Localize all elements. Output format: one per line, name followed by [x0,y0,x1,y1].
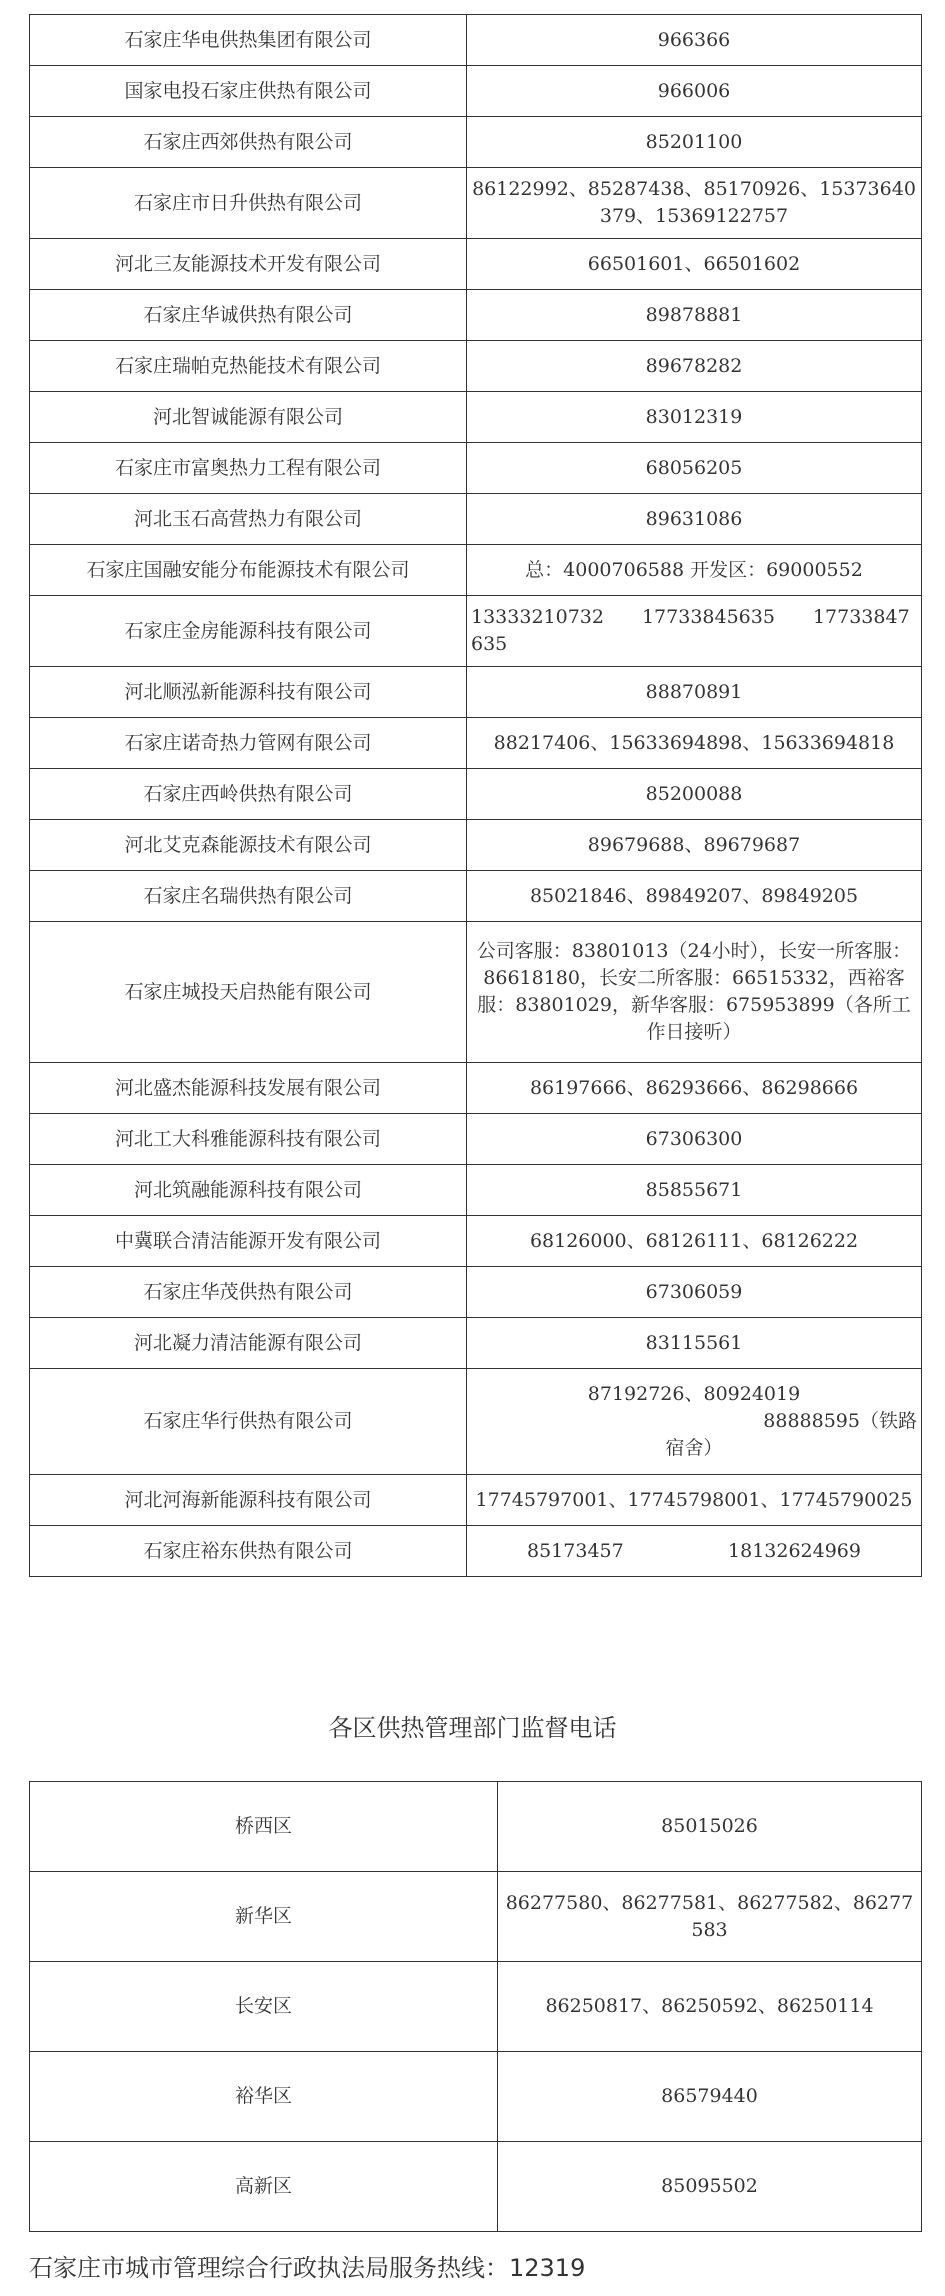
company-phone: 17745797001、17745798001、17745790025 [467,1475,922,1526]
company-name: 石家庄市日升供热有限公司 [30,168,467,239]
table-row [30,494,922,545]
table-row [30,1962,922,2052]
company-phone: 67306059 [467,1267,922,1318]
district-phone: 85095502 [498,2142,922,2232]
table-row [30,820,922,871]
district-phone: 86277580、86277581、86277582、86277583 [498,1872,922,1962]
company-name: 中冀联合清洁能源开发有限公司 [30,1216,467,1267]
company-phone: 85021846、89849207、89849205 [467,871,922,922]
table-row [30,1782,922,1872]
table-row [30,239,922,290]
company-name: 河北凝力清洁能源有限公司 [30,1318,467,1369]
table-row [30,596,922,667]
company-name: 河北盛杰能源科技发展有限公司 [30,1063,467,1114]
table-row [30,1165,922,1216]
company-phone-pair [467,1526,922,1577]
company-name: 石家庄西岭供热有限公司 [30,769,467,820]
company-hotline-table [29,14,922,1577]
phone-line: 87192726、80924019 [587,1383,801,1405]
table-row [30,66,922,117]
company-phone: 83012319 [467,392,922,443]
company-name: 石家庄名瑞供热有限公司 [30,871,467,922]
company-name: 石家庄裕东供热有限公司 [30,1526,467,1577]
district-supervision-table [29,1781,922,2232]
company-phone: 89631086 [467,494,922,545]
table-row [30,769,922,820]
table-row [30,871,922,922]
section-title: 各区供热管理部门监督电话 [328,1714,617,1742]
district-name: 新华区 [30,1872,498,1962]
table-row [30,1475,922,1526]
company-name: 石家庄华诚供热有限公司 [30,290,467,341]
company-phone: 85200088 [467,769,922,820]
table-row [30,2052,922,2142]
company-phone: 66501601、66501602 [467,239,922,290]
company-name: 石家庄城投天启热能有限公司 [30,922,467,1063]
company-name: 石家庄国融安能分布能源技术有限公司 [30,545,467,596]
company-phone: 89679688、89679687 [467,820,922,871]
company-name: 河北艾克森能源技术有限公司 [30,820,467,871]
company-phone: 68056205 [467,443,922,494]
company-phone: 85855671 [467,1165,922,1216]
table-row [30,1216,922,1267]
company-phone: 86197666、86293666、86298666 [467,1063,922,1114]
company-name: 河北三友能源技术开发有限公司 [30,239,467,290]
company-name: 石家庄瑞帕克热能技术有限公司 [30,341,467,392]
phone-line: 宿舍） [665,1437,723,1459]
company-name: 河北玉石高营热力有限公司 [30,494,467,545]
table-row [30,168,922,239]
company-phone: 89878881 [467,290,922,341]
table-row [30,1369,922,1475]
district-phone: 86579440 [498,2052,922,2142]
company-phone: 公司客服：83801013（24小时），长安一所客服：86618180，长安二所客服：66515332，西裕客服：83801029，新华客服：675953899（各所工作日接听） [467,922,922,1063]
table-row [30,1318,922,1369]
district-name: 长安区 [30,1962,498,2052]
table-row [30,545,922,596]
table-row [30,341,922,392]
company-name: 河北河海新能源科技有限公司 [30,1475,467,1526]
table-row [30,667,922,718]
company-phone: 966006 [467,66,922,117]
table-row [30,1267,922,1318]
company-phone: 966366 [467,15,922,66]
district-name: 桥西区 [30,1782,498,1872]
table-row [30,117,922,168]
company-name: 石家庄市富奥热力工程有限公司 [30,443,467,494]
company-phone: 88870891 [467,667,922,718]
phone-line: 88888595（铁路 [763,1410,917,1432]
company-phone: 86122992、85287438、85170926、15373640379、15369122757 [467,168,922,239]
company-name: 石家庄诺奇热力管网有限公司 [30,718,467,769]
company-phone: 85201100 [467,117,922,168]
table-row [30,2142,922,2232]
company-phone: 68126000、68126111、68126222 [467,1216,922,1267]
table-row [30,1526,922,1577]
table-row [30,392,922,443]
table-row [30,15,922,66]
company-phone: 83115561 [467,1318,922,1369]
company-phone: 13333210732 17733845635 17733847635 [467,596,922,667]
company-name: 石家庄华茂供热有限公司 [30,1267,467,1318]
company-phone-multi [467,1369,922,1475]
company-name: 石家庄西郊供热有限公司 [30,117,467,168]
company-name: 河北筑融能源科技有限公司 [30,1165,467,1216]
company-phone: 89678282 [467,341,922,392]
district-phone: 86250817、86250592、86250114 [498,1962,922,2052]
company-name: 河北工大科雅能源科技有限公司 [30,1114,467,1165]
table-row [30,1114,922,1165]
phone-number: 85173457 [527,1539,624,1562]
company-name: 国家电投石家庄供热有限公司 [30,66,467,117]
table-row [30,922,922,1063]
company-name: 石家庄华行供热有限公司 [30,1369,467,1475]
company-name: 河北顺泓新能源科技有限公司 [30,667,467,718]
company-name: 河北智诚能源有限公司 [30,392,467,443]
district-name: 高新区 [30,2142,498,2232]
company-name: 石家庄金房能源科技有限公司 [30,596,467,667]
table-row [30,290,922,341]
table-row [30,1872,922,1962]
phone-number: 18132624969 [728,1539,861,1562]
company-phone: 88217406、15633694898、15633694818 [467,718,922,769]
table-row [30,718,922,769]
district-phone: 85015026 [498,1782,922,1872]
company-phone: 总：4000706588 开发区：69000552 [467,545,922,596]
district-name: 裕华区 [30,2052,498,2142]
company-name: 石家庄华电供热集团有限公司 [30,15,467,66]
table-row [30,1063,922,1114]
table-row [30,443,922,494]
company-phone: 67306300 [467,1114,922,1165]
service-hotline-footer: 石家庄市城市管理综合行政执法局服务热线：12319 [29,2254,586,2282]
